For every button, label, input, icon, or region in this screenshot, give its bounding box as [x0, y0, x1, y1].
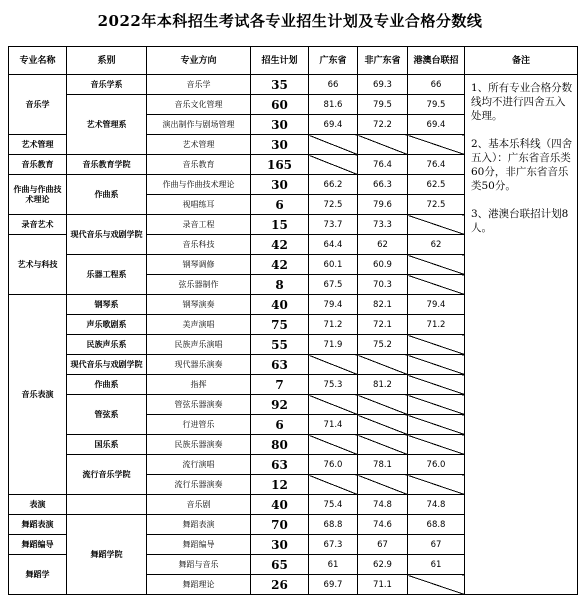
admission-table [8, 46, 578, 595]
plan-cell: 75 [251, 315, 309, 335]
major-cell: 作曲与作曲技术理论 [9, 175, 67, 215]
note-text: 2、基本乐科线（四舍五入）：广东省音乐类60分，非广东省音乐类50分。 [471, 138, 573, 192]
direction-cell: 艺术管理 [147, 135, 251, 155]
dept-cell: 乐器工程系 [67, 255, 147, 295]
score-ngd-cell: 69.3 [358, 75, 408, 95]
direction-cell: 流行乐器演奏 [147, 475, 251, 495]
direction-cell: 现代器乐演奏 [147, 355, 251, 375]
score-ngd-cell: 66.3 [358, 175, 408, 195]
plan-cell: 40 [251, 495, 309, 515]
score-gat-cell: 66 [408, 75, 465, 95]
score-gat-cell: 79.4 [408, 295, 465, 315]
dept-cell: 艺术管理系 [67, 95, 147, 155]
direction-cell: 行进管乐 [147, 415, 251, 435]
notes-cell [465, 75, 578, 595]
score-ngd-cell [358, 355, 408, 375]
score-gd-cell [309, 395, 358, 415]
score-gat-cell: 76.4 [408, 155, 465, 175]
score-gd-cell: 66.2 [309, 175, 358, 195]
score-gat-cell: 74.8 [408, 495, 465, 515]
dept-cell: 作曲系 [67, 375, 147, 395]
header-hk-macau-taiwan: 港澳台联招 [408, 47, 465, 75]
score-gd-cell: 64.4 [309, 235, 358, 255]
header-non-guangdong: 非广东省 [358, 47, 408, 75]
direction-cell: 钢琴演奏 [147, 295, 251, 315]
score-ngd-cell: 74.6 [358, 515, 408, 535]
dept-cell [67, 495, 147, 515]
score-gat-cell: 67 [408, 535, 465, 555]
score-ngd-cell: 72.1 [358, 315, 408, 335]
header-major: 专业名称 [9, 47, 67, 75]
direction-cell: 舞蹈编导 [147, 535, 251, 555]
score-ngd-cell: 78.1 [358, 455, 408, 475]
score-ngd-cell: 62.9 [358, 555, 408, 575]
dept-cell: 国乐系 [67, 435, 147, 455]
major-cell: 音乐教育 [9, 155, 67, 175]
score-gat-cell [408, 335, 465, 355]
score-gd-cell: 67.5 [309, 275, 358, 295]
score-gd-cell: 66 [309, 75, 358, 95]
header-plan: 招生计划 [251, 47, 309, 75]
direction-cell: 视唱练耳 [147, 195, 251, 215]
score-gd-cell [309, 155, 358, 175]
score-ngd-cell: 72.2 [358, 115, 408, 135]
score-gat-cell [408, 275, 465, 295]
score-gd-cell: 73.7 [309, 215, 358, 235]
plan-cell: 6 [251, 195, 309, 215]
note-text: 1、所有专业合格分数线均不进行四舍五入处理。 [471, 82, 573, 122]
dept-cell: 音乐学系 [67, 75, 147, 95]
direction-cell: 音乐文化管理 [147, 95, 251, 115]
score-ngd-cell: 62 [358, 235, 408, 255]
score-gat-cell [408, 375, 465, 395]
score-gd-cell: 69.7 [309, 575, 358, 595]
direction-cell: 流行演唱 [147, 455, 251, 475]
score-ngd-cell: 60.9 [358, 255, 408, 275]
score-gat-cell [408, 395, 465, 415]
plan-cell: 55 [251, 335, 309, 355]
score-gd-cell: 81.6 [309, 95, 358, 115]
direction-cell: 舞蹈与音乐 [147, 555, 251, 575]
score-ngd-cell: 70.3 [358, 275, 408, 295]
score-gd-cell [309, 435, 358, 455]
dept-cell: 作曲系 [67, 175, 147, 215]
direction-cell: 音乐教育 [147, 155, 251, 175]
score-ngd-cell [358, 395, 408, 415]
dept-cell: 流行音乐学院 [67, 455, 147, 495]
plan-cell: 40 [251, 295, 309, 315]
score-ngd-cell [358, 135, 408, 155]
score-gd-cell: 68.8 [309, 515, 358, 535]
score-ngd-cell: 73.3 [358, 215, 408, 235]
header-dept: 系别 [67, 47, 147, 75]
plan-cell: 42 [251, 235, 309, 255]
score-gat-cell [408, 135, 465, 155]
direction-cell: 民族声乐演唱 [147, 335, 251, 355]
score-gd-cell: 71.4 [309, 415, 358, 435]
direction-cell: 舞蹈表演 [147, 515, 251, 535]
score-gat-cell [408, 355, 465, 375]
plan-cell: 30 [251, 135, 309, 155]
score-gat-cell: 62 [408, 235, 465, 255]
score-ngd-cell: 76.4 [358, 155, 408, 175]
score-gd-cell: 71.9 [309, 335, 358, 355]
score-gd-cell: 67.3 [309, 535, 358, 555]
score-gat-cell: 76.0 [408, 455, 465, 475]
plan-cell: 30 [251, 115, 309, 135]
major-cell: 艺术与科技 [9, 235, 67, 295]
score-gat-cell: 69.4 [408, 115, 465, 135]
score-gd-cell: 71.2 [309, 315, 358, 335]
score-gat-cell: 71.2 [408, 315, 465, 335]
major-cell: 艺术管理 [9, 135, 67, 155]
major-cell: 舞蹈学 [9, 555, 67, 595]
plan-cell: 30 [251, 175, 309, 195]
direction-cell: 录音工程 [147, 215, 251, 235]
score-gat-cell [408, 435, 465, 455]
score-gat-cell [408, 255, 465, 275]
direction-cell: 舞蹈理论 [147, 575, 251, 595]
plan-cell: 8 [251, 275, 309, 295]
score-gat-cell [408, 575, 465, 595]
header-row [9, 47, 578, 75]
score-gat-cell: 68.8 [408, 515, 465, 535]
score-gat-cell: 72.5 [408, 195, 465, 215]
header-guangdong: 广东省 [309, 47, 358, 75]
note-text: 3、港澳台联招计划8人。 [471, 208, 569, 234]
plan-cell: 80 [251, 435, 309, 455]
major-cell: 舞蹈表演 [9, 515, 67, 535]
score-ngd-cell: 75.2 [358, 335, 408, 355]
score-gd-cell: 61 [309, 555, 358, 575]
score-gd-cell [309, 135, 358, 155]
direction-cell: 音乐学 [147, 75, 251, 95]
score-ngd-cell: 79.5 [358, 95, 408, 115]
plan-cell: 165 [251, 155, 309, 175]
plan-cell: 70 [251, 515, 309, 535]
score-ngd-cell: 81.2 [358, 375, 408, 395]
plan-cell: 92 [251, 395, 309, 415]
score-gd-cell: 75.3 [309, 375, 358, 395]
direction-cell: 音乐科技 [147, 235, 251, 255]
score-ngd-cell: 74.8 [358, 495, 408, 515]
plan-cell: 26 [251, 575, 309, 595]
score-gat-cell: 62.5 [408, 175, 465, 195]
dept-cell: 现代音乐与戏剧学院 [67, 215, 147, 255]
score-gd-cell: 60.1 [309, 255, 358, 275]
score-gd-cell: 75.4 [309, 495, 358, 515]
score-ngd-cell [358, 415, 408, 435]
score-gat-cell [408, 415, 465, 435]
score-gat-cell [408, 215, 465, 235]
score-gat-cell: 79.5 [408, 95, 465, 115]
dept-cell: 现代音乐与戏剧学院 [67, 355, 147, 375]
direction-cell: 作曲与作曲技术理论 [147, 175, 251, 195]
direction-cell: 演出制作与剧场管理 [147, 115, 251, 135]
major-cell: 音乐表演 [9, 295, 67, 495]
major-cell: 录音艺术 [9, 215, 67, 235]
dept-cell: 音乐教育学院 [67, 155, 147, 175]
header-notes: 备注 [465, 47, 578, 75]
plan-cell: 6 [251, 415, 309, 435]
dept-cell: 钢琴系 [67, 295, 147, 315]
dept-cell: 声乐歌剧系 [67, 315, 147, 335]
dept-cell: 舞蹈学院 [67, 515, 147, 595]
score-ngd-cell: 82.1 [358, 295, 408, 315]
plan-cell: 42 [251, 255, 309, 275]
plan-cell: 15 [251, 215, 309, 235]
plan-cell: 60 [251, 95, 309, 115]
score-gd-cell [309, 475, 358, 495]
plan-cell: 35 [251, 75, 309, 95]
direction-cell: 音乐剧 [147, 495, 251, 515]
score-ngd-cell: 79.6 [358, 195, 408, 215]
score-ngd-cell: 67 [358, 535, 408, 555]
direction-cell: 民族乐器演奏 [147, 435, 251, 455]
direction-cell: 管弦乐器演奏 [147, 395, 251, 415]
page-title: 2022年本科招生考试各专业招生计划及专业合格分数线 [97, 12, 483, 30]
major-cell: 舞蹈编导 [9, 535, 67, 555]
table-row [9, 75, 578, 95]
major-cell: 表演 [9, 495, 67, 515]
plan-cell: 65 [251, 555, 309, 575]
score-gat-cell [408, 475, 465, 495]
plan-cell: 12 [251, 475, 309, 495]
plan-cell: 7 [251, 375, 309, 395]
direction-cell: 钢琴调修 [147, 255, 251, 275]
score-gd-cell: 79.4 [309, 295, 358, 315]
plan-cell: 63 [251, 455, 309, 475]
score-gat-cell: 61 [408, 555, 465, 575]
header-direction: 专业方向 [147, 47, 251, 75]
score-ngd-cell [358, 435, 408, 455]
direction-cell: 弦乐器制作 [147, 275, 251, 295]
dept-cell: 管弦系 [67, 395, 147, 435]
plan-cell: 30 [251, 535, 309, 555]
dept-cell: 民族声乐系 [67, 335, 147, 355]
score-gd-cell [309, 355, 358, 375]
score-gd-cell: 69.4 [309, 115, 358, 135]
direction-cell: 美声演唱 [147, 315, 251, 335]
major-cell: 音乐学 [9, 75, 67, 135]
plan-cell: 63 [251, 355, 309, 375]
score-ngd-cell: 71.1 [358, 575, 408, 595]
score-ngd-cell [358, 475, 408, 495]
score-gd-cell: 72.5 [309, 195, 358, 215]
score-gd-cell: 76.0 [309, 455, 358, 475]
direction-cell: 指挥 [147, 375, 251, 395]
